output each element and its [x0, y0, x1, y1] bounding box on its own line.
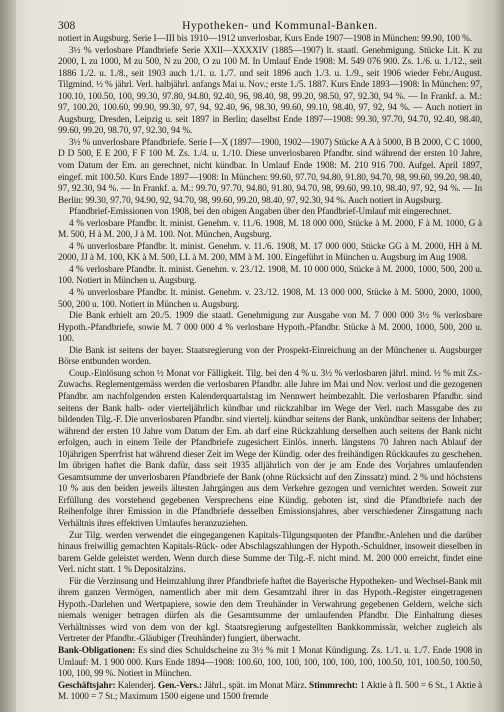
- section-text: Kalenderj.: [115, 680, 158, 691]
- page-number: 308: [58, 20, 76, 32]
- paragraph: notiert in Augsburg. Serie I—III bis 1910—1912 unverlosbar, Kurs Ende 1907—1908 in München: 99.90, 100 %.: [58, 34, 472, 44]
- paragraph: 3½ % unverlosbare Pfandbriefe. Serie I—X (1897—1900, 1902—1907) Stücke A A à 5000, B B 2000, C C 1000, D D 500, E E 200, F F 100 M. Zs. 1./4. u. 1./10. Diese unverlosbaren Pfandbr. sind während der ersten 10 Jahre, vom Datum der Em. an gerechnet, nicht kündbar. In Umlauf Ende 1908: M. 210 916 700. Aufgel. April 1897, eingef. mit 100.50. Kurs Ende 1897—1908: In München: 99.60, 97.70, 94.80, 91.80, 94.70, 98, 99.60, 99.20, 98.40, 97, 92.30, 94 %. — In Frankf. a. M.: 99.70, 97.70, 94.80, 91.80, 94.70, 98, 99.60, 99.10, 98.40, 97, 92, 94 %. — In Berlin: 99.30, 97.70, 94.90, 92, 94.70, 98, 99.60, 99.20, 98.40, 97, 92.30, 94 %. Auch notiert in Augsburg.: [58, 137, 482, 206]
- section-label: Geschäftsjahr:: [58, 680, 116, 691]
- paragraph: 4 % verlosbare Pfandbr. lt. minist. Genehm. v. 23./12. 1908, M. 10 000 000, Stücke à M. 2000, 1000, 500, 200 u. 100. Notiert in München u. Augsburg.: [58, 264, 482, 287]
- section-label: Bank-Obligationen:: [58, 645, 136, 656]
- running-title: Hypotheken- und Kommunal-Banken.: [182, 20, 378, 32]
- paragraph: 4 % unverlosbare Pfandbr. lt. minist. Genehm. v. 11./6. 1908, M. 17 000 000, Stücke GG à M. 2000, HH à M. 2000, JJ à M. 100, KK à M. 500, LL à M. 200, MM à M. 100. Eingeführt in München u. Augsburg im Aug 1908.: [58, 241, 482, 264]
- running-header: [58, 20, 482, 32]
- section-text: Jährl., spät. im Monat März.: [201, 680, 310, 691]
- page-edge-shadow: [494, 0, 504, 712]
- book-spine-shadow: [0, 0, 16, 712]
- fiscal-year-paragraph: [58, 681, 482, 704]
- section-text: Es sind dies Schuldscheine zu 3½ % mit 1 Monat Kündigung. Zs. 1./1. u. 1./7. Ende 1908 in Umlauf: M. 1 900 000. Kurs Ende 1894—1908: 100.60, 100, 100, 100, 100, 100, 100, 100.50, 101, 100.50, 100.50, 100, 100, 99 %. Notiert in München.: [58, 645, 482, 680]
- paragraph: Coup.-Einlösung schon ½ Monat vor Fälligkeit. Tilg. bei den 4 % u. 3½ % verlosbaren jährl. mind. ½ % mit Zs.-Zuwachs. Reglementgemäss werden die verlosbaren Pfandbr. alle Jahre im Mai und Nov. verlost und die gezogenen Pfandbr. am nachfolgenden ersten Kalenderquartalstag im Nennwert heimbezahlt. Die verlosbaren Pfandbr. sind seitens der Bank halb- oder vierteljährlich kündbar und rückzahlbar im Wege der Verl. nach Massgabe des zu bildenden Tilg.-F. Die unverlosbaren Pfandbr. sind viertelj. kündbar seitens der Bank, unkündbar seitens der Inhaber; während der ersten 10 Jahre vom Datum der Em. ab darf eine Rückzahlung derselben auch seitens der Bank nicht erfolgen, auch in einem Teile der Pfandbriefe zugesichert Einlös. innerh. längstens 70 Jahren nach Ablauf der 10jährigen Sperrfrist hat während dieser Zeit im Wege der Kündig. oder des freihändigen Rückkaufes zu geschehen. Im übrigen haftet die Bank dafür, dass seit 1935 alljährlich von der je am Ende des Vorjahres umlaufenden Gesamtsumme der unverlosbaren Pfandbriefe der Bank (ohne Rücksicht auf den Zinssatz) mind. 2 % und höchstens 10 % aus den beiden jeweils ältesten Jahrgängen aus dem Verkehre gezogen und vernichtet werden. Soweit zur Erfüllung des vorstehend gegebenen Versprechens eine Kündig. geboten ist, sind die Pfandbriefe nach der Reihenfolge ihrer Emission in die Pfandbriefe desselben Emissionsjahres, aber verschiedener Zinsgattung nach Verhältnis ihres effektiven Umlaufes heranzuziehen.: [58, 368, 482, 529]
- paragraph: 3½ % verlosbare Pfandbriefe Serie XXII—XXXXIV (1885—1907) lt. staatl. Genehmigung. Stücke Lit. K zu 2000, L zu 1000, M zu 500, N zu 200, O zu 100 M. In Umlauf Ende 1908: M. 549 076 900. Zs. 1./6. u. 1./12., seit 1886 1./2. u. 1./8., seit 1903 auch 1./1. u. 1./7. und seit 1896 auch 1./3. u. 1./9., seit 1906 wieder Febr./August. Tilgmind. ½ % jährl. Verl. halbjährl. anfangs Mai u. Nov.; erste 1./5. 1887. Kurs Ende 1893—1908: In München: 97, 100.10, 100.50, 100, 99.30, 97.80, 94.80, 92.40, 96, 98.40, 98, 99.20, 98.50, 97, 92.30, 94 %. — In Frankf. a. M.: 97, 100.20, 100.60, 99.90, 99.30, 97, 94, 92.40, 96, 98.30, 99.60, 99.10, 98.40, 97, 92, 94 %. — Auch notiert in Augsburg, Dresden, Leipzig u. seit 1897 in Berlin; daselbst Ende 1897—1908: 99.30, 97.70, 94.70, 92.40, 98.40, 99.60, 99.20, 98.70, 97, 92.30, 94 %.: [58, 45, 482, 137]
- paragraph: 4 % unverlosbare Pfandbr. lt. minist. Genehm. v. 23./12. 1908, M. 13 000 000, Stücke à M. 5000, 2000, 1000, 500, 200 u. 100. Notiert in München u. Augsburg.: [58, 288, 482, 310]
- bank-obligations-paragraph: [58, 646, 482, 681]
- paragraph: Die Bank ist seitens der bayer. Staatsregierung von der Prospekt-Einreichung an der Münchener u. Augsburger Börse entbunden worden.: [58, 345, 482, 368]
- section-label: Stimmrecht:: [309, 680, 358, 691]
- page-body: [58, 34, 482, 704]
- paragraph: Zur Tilg. werden verwendet die eingegangenen Kapitals-Tilgungsquoten der Pfandbr.-Anlehen und die darüber hinaus freiwillig gemachten Kapitals-Rück- oder Abschlagszahlungen der Hypoth.-Schuldner, insoweit dieselben in barem Gelde geleistet werden. Wenn durch diese Summe der Tilg.-F. nicht mind. M. 200 000 erreicht, findet eine Verl. nicht statt. 1 % Depositalzins.: [58, 530, 482, 576]
- section-text: 1 Aktie à fl. 500 = 6 St., 1 Aktie à M. 1000 = 7 St.; Maximum 1500 eigene und 1500 fremde: [58, 680, 482, 703]
- paragraph: Pfandbrief-Emissionen von 1908, bei den obigen Angaben über den Pfandbrief-Umlauf mit eingerechnet.: [69, 207, 452, 218]
- paragraph: Die Bank erhielt am 20./5. 1909 die staatl. Genehmigung zur Ausgabe von M. 7 000 000 3½ % verlosbare Hypoth.-Pfandbriefe, sowie M. 7 000 000 4 % verlosbare Hypoth.-Pfandbr. Stücke à M. 2000, 1000, 500, 200 u. 100.: [58, 311, 482, 345]
- section-label: Gen.-Vers.:: [157, 680, 202, 691]
- paragraph: 4 % verlosbare Pfandbr. lt. minist. Genehm. v. 11./6. 1908, M. 18 000 000, Stücke à M. 2000, F à M. 1000, G à M. 500, H à M. 200, J à M. 100. Not. München, Augsburg.: [58, 218, 482, 241]
- paragraph: Für die Verzinsung und Heimzahlung ihrer Pfandbriefe haftet die Bayerische Hypotheken- und Wechsel-Bank mit ihrem ganzen Vermögen, namentlich aber mit dem Gesamtzahl ihrer in das Hypoth.-Register eingetragenen Hypoth.-Darlehen und Wertpapiere, sowie den dem Treuhänder in Verwahrung gegebenen Geldern, welche sich niemals weniger betragen dürfen als die Gesamtsumme der umlaufenden Pfandbr. Die Einhaltung dieses Verhältnisses wird von dem von der kgl. Staatsregierung aufgestellten Bankkommissär, welcher zugleich als Vertreter der Pfandbr.-Gläubiger (Treuhänder) fungiert, überwacht.: [58, 576, 482, 645]
